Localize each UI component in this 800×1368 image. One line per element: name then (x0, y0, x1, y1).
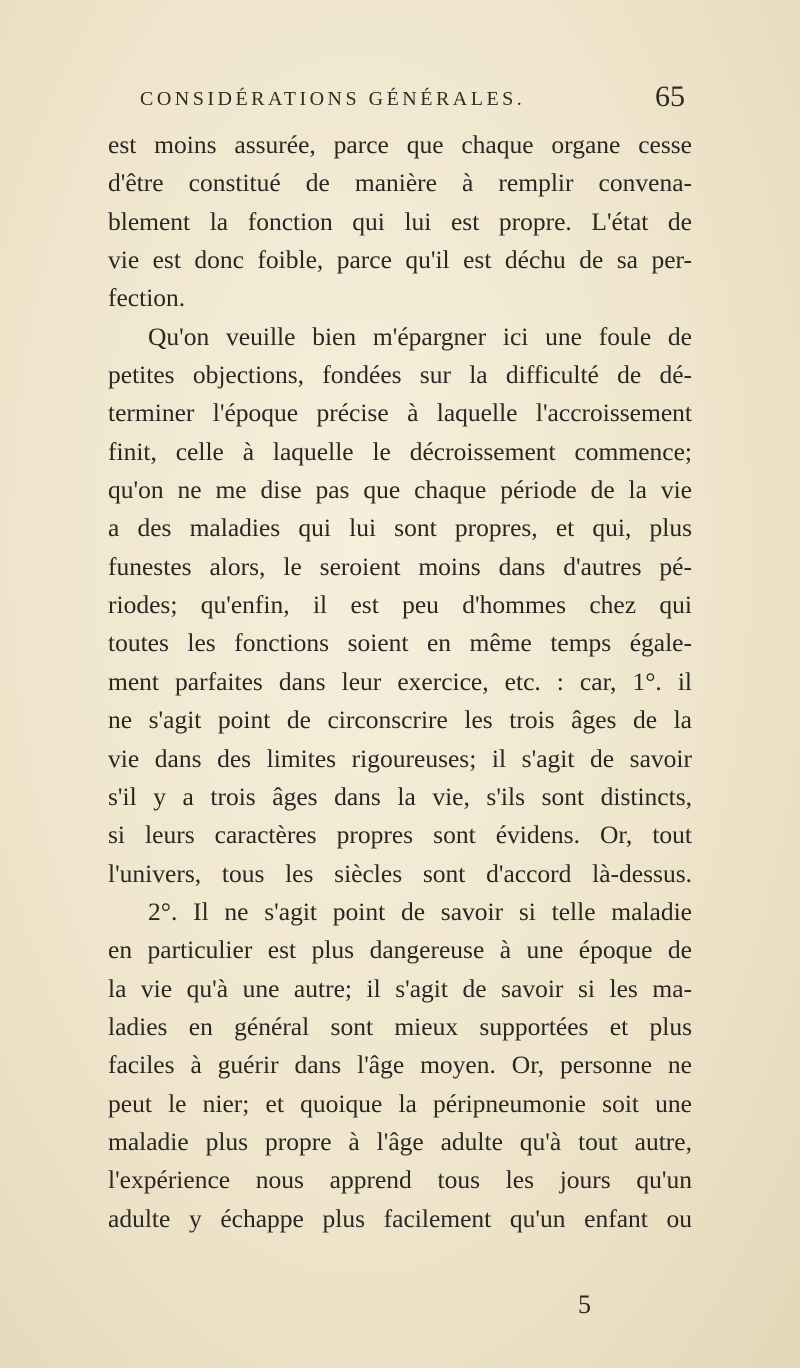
text-line: maladie plus propre à l'âge adulte qu'à tout autre, (108, 1126, 692, 1156)
text-line: fection. (108, 283, 186, 313)
running-head (140, 80, 685, 120)
text-line: l'expérience nous apprend tous les jours qu'un (108, 1165, 692, 1195)
text-line: ladies en général sont mieux supportées et plus (108, 1011, 692, 1041)
text-line: peut le nier; et quoique la péripneumonie soit une (108, 1088, 692, 1118)
page-number: 65 (655, 80, 685, 113)
text-line: en particulier est plus dangereuse à une époque de (108, 935, 692, 965)
text-line: vie est donc foible, parce qu'il est déchu de sa per- (108, 245, 692, 275)
text-line: d'être constitué de manière à remplir convena- (108, 168, 692, 198)
text-line: faciles à guérir dans l'âge moyen. Or, personne ne (108, 1050, 692, 1080)
text-line: riodes; qu'enfin, il est peu d'hommes chez qui (108, 590, 692, 620)
text-line: l'univers, tous les siècles sont d'accord là-dessus. (108, 858, 692, 888)
text-line: qu'on ne me dise pas que chaque période de la vie (108, 475, 692, 505)
text-line: finit, celle à laquelle le décroissement commence; (108, 436, 692, 466)
text-line: s'il y a trois âges dans la vie, s'ils sont distincts, (108, 781, 692, 811)
signature-mark: 5 (578, 1290, 591, 1319)
text-line: ne s'agit point de circonscrire les trois âges de la (108, 705, 692, 735)
text-line: adulte y échappe plus facilement qu'un enfant ou (108, 1203, 692, 1233)
text-line: Qu'on veuille bien m'épargner ici une foule de (148, 321, 692, 351)
body-text (108, 126, 692, 1238)
text-line: petites objections, fondées sur la difficulté de dé- (108, 360, 692, 390)
text-line: toutes les fonctions soient en même temps égale- (108, 628, 692, 658)
text-line: blement la fonction qui lui est propre. L'état de (108, 206, 692, 236)
text-line: ment parfaites dans leur exercice, etc. : car, 1°. il (108, 666, 692, 696)
running-title: CONSIDÉRATIONS GÉNÉRALES. (140, 88, 526, 110)
text-line: 2°. Il ne s'agit point de savoir si telle maladie (148, 896, 692, 926)
text-line: est moins assurée, parce que chaque organe cesse (108, 130, 692, 159)
text-line: vie dans des limites rigoureuses; il s'agit de savoir (108, 743, 692, 773)
text-line: la vie qu'à une autre; il s'agit de savoir si les ma- (108, 973, 692, 1003)
text-line: funestes alors, le seroient moins dans d'autres pé- (108, 551, 692, 581)
text-line: terminer l'époque précise à laquelle l'accroissement (108, 398, 692, 428)
text-line: si leurs caractères propres sont évidens. Or, tout (108, 820, 692, 850)
text-line: a des maladies qui lui sont propres, et qui, plus (108, 513, 692, 543)
